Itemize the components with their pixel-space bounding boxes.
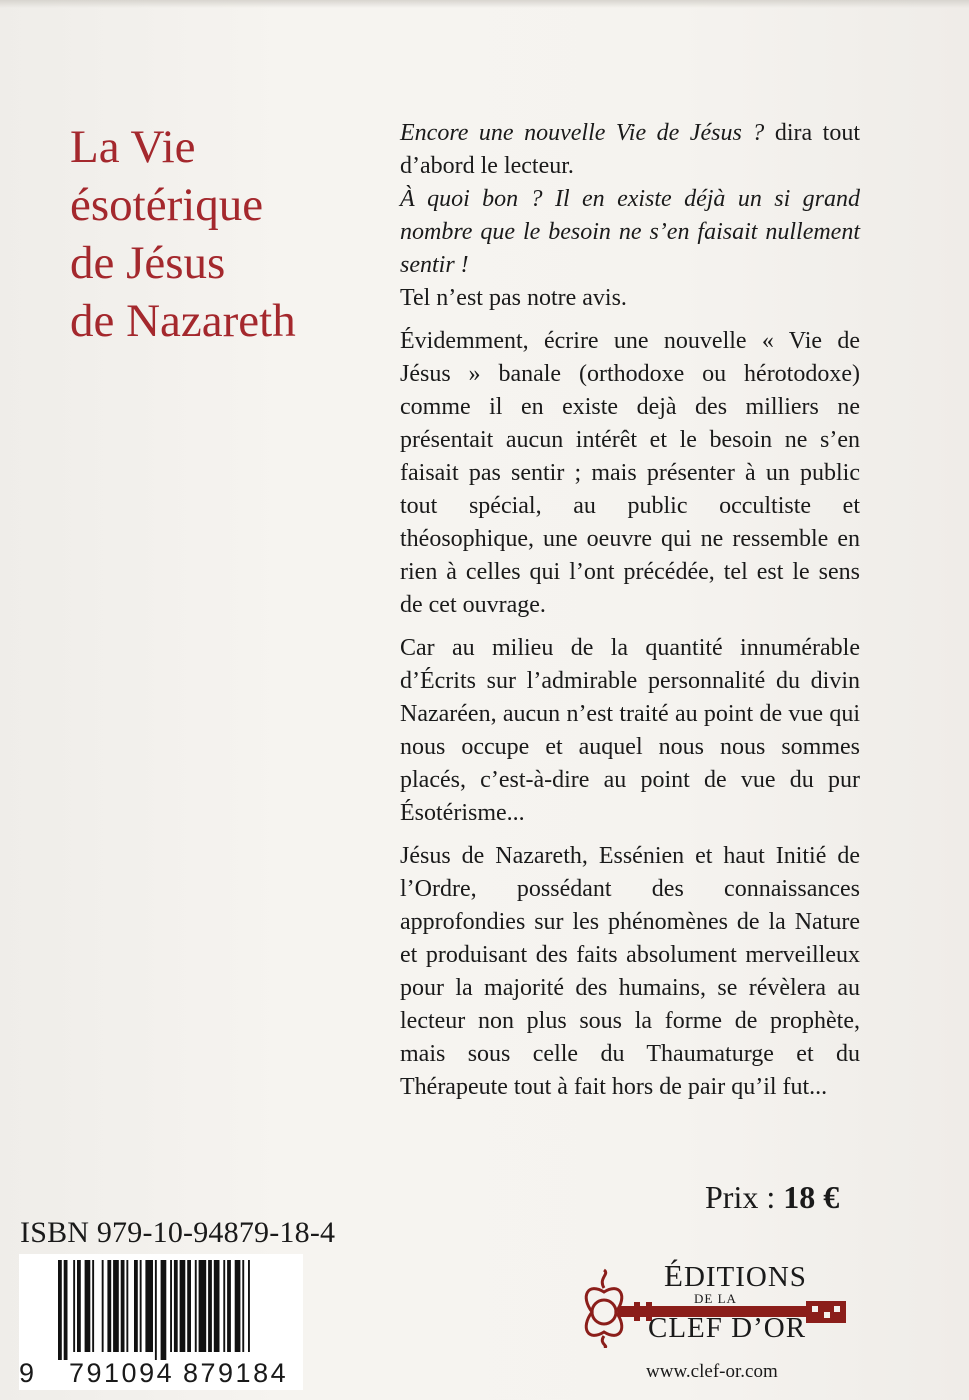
barcode-bar bbox=[174, 1260, 178, 1352]
blurb-italic: Encore une nouvelle Vie de Jésus ? bbox=[400, 120, 765, 146]
barcode-bar bbox=[208, 1260, 212, 1352]
barcode-bar bbox=[248, 1260, 250, 1352]
isbn-number: ISBN 979-10-94879-18-4 bbox=[20, 1216, 336, 1249]
barcode-bar bbox=[187, 1260, 191, 1352]
barcode-bar bbox=[85, 1260, 91, 1352]
barcode-bar bbox=[145, 1260, 153, 1352]
blurb-paragraph: À quoi bon ? Il en existe déjà un si grand nombre que le besoin ne s’en faisait nullement sentir ! bbox=[400, 186, 860, 278]
barcode-bar bbox=[161, 1260, 167, 1360]
barcode-bar bbox=[73, 1260, 75, 1352]
barcode-digits-left: 791094 bbox=[69, 1358, 175, 1388]
barcode-bar bbox=[170, 1260, 172, 1352]
barcode-bar bbox=[121, 1260, 125, 1352]
price-label: Prix bbox=[705, 1179, 759, 1215]
barcode-bar bbox=[102, 1260, 104, 1352]
barcode-bar bbox=[140, 1260, 142, 1352]
publisher-editions-initial: É bbox=[664, 1258, 684, 1293]
barcode-bar bbox=[58, 1260, 62, 1360]
barcode-bar bbox=[77, 1260, 81, 1352]
blurb-text: dira tout d’abord le lecteur. bbox=[400, 120, 860, 179]
title-line: de Nazareth bbox=[70, 295, 296, 347]
barcode-bar bbox=[227, 1260, 231, 1352]
barcode-bar bbox=[223, 1260, 225, 1352]
price bbox=[705, 1179, 839, 1216]
barcode-bar bbox=[134, 1260, 138, 1352]
book-title bbox=[70, 118, 360, 350]
price-separator: : bbox=[766, 1179, 776, 1215]
publisher-clef-dor: CLEF D’OR bbox=[648, 1312, 807, 1344]
blurb bbox=[400, 117, 860, 1104]
blurb-paragraph: Jésus de Nazareth, Essénien et haut Initié de l’Ordre, possédant des connaissances approfondies sur les phénomènes de la Nature et produisant des faits absolument merveilleux pour la majorité des humains, se révèlera au lecteur non plus sous la forme de prophète, mais sous celle du Thaumaturge et du Thérapeute tout à fait hors de pair qu’il fut... bbox=[400, 843, 860, 1100]
blurb-paragraph: Tel n’est pas notre avis. bbox=[400, 285, 627, 311]
cover-edge-shadow bbox=[0, 0, 969, 8]
barcode-digit-first: 9 bbox=[19, 1358, 35, 1388]
barcode-bar bbox=[180, 1260, 186, 1352]
title-line: ésotérique bbox=[70, 179, 264, 231]
barcode-bars bbox=[58, 1260, 298, 1360]
barcode-bar bbox=[235, 1260, 241, 1352]
barcode-digits-right: 879184 bbox=[183, 1358, 289, 1388]
title-line: de Jésus bbox=[70, 237, 226, 289]
publisher-editions bbox=[664, 1258, 807, 1294]
blurb-paragraph bbox=[400, 117, 860, 183]
barcode-bar bbox=[126, 1260, 128, 1352]
barcode-bar bbox=[242, 1260, 244, 1352]
blurb-paragraph: Évidemment, écrire une nouvelle « Vie de Jésus » banale (orthodoxe ou hérotodoxe) comme il en existe dejà des milliers ne présentait aucun intérêt et le besoin ne s’en faisait pas sentir ; mais présenter à un public tout spécial, au public occultiste et théosophique, une oeuvre qui ne ressemble en rien à celles qui l’ont précédée, tel est le sens de cet ouvrage. bbox=[400, 328, 860, 618]
barcode-bar bbox=[199, 1260, 207, 1352]
barcode-bar bbox=[155, 1260, 157, 1360]
barcode bbox=[19, 1254, 303, 1390]
publisher-url: www.clef-or.com bbox=[646, 1361, 778, 1382]
publisher-de-la: DE LA bbox=[694, 1291, 737, 1306]
blurb-paragraph: Car au milieu de la quantité innumérable d’Écrits sur l’admirable personnalité du divin Nazaréen, aucun n’est traité au point de vue qui nous occupe et auquel nous nous sommes placés, c’est-à-dire au point de vue du pur Ésotérisme... bbox=[400, 635, 860, 826]
price-value: 18 € bbox=[783, 1179, 840, 1215]
barcode-bar bbox=[107, 1260, 111, 1352]
title-line: La Vie bbox=[70, 121, 196, 173]
publisher-logo bbox=[574, 1258, 854, 1368]
barcode-bar bbox=[195, 1260, 197, 1352]
barcode-bar bbox=[64, 1260, 68, 1360]
barcode-bar bbox=[92, 1260, 94, 1352]
publisher-editions-rest: DITIONS bbox=[683, 1261, 807, 1293]
barcode-bar bbox=[214, 1260, 220, 1352]
barcode-bar bbox=[113, 1260, 119, 1352]
